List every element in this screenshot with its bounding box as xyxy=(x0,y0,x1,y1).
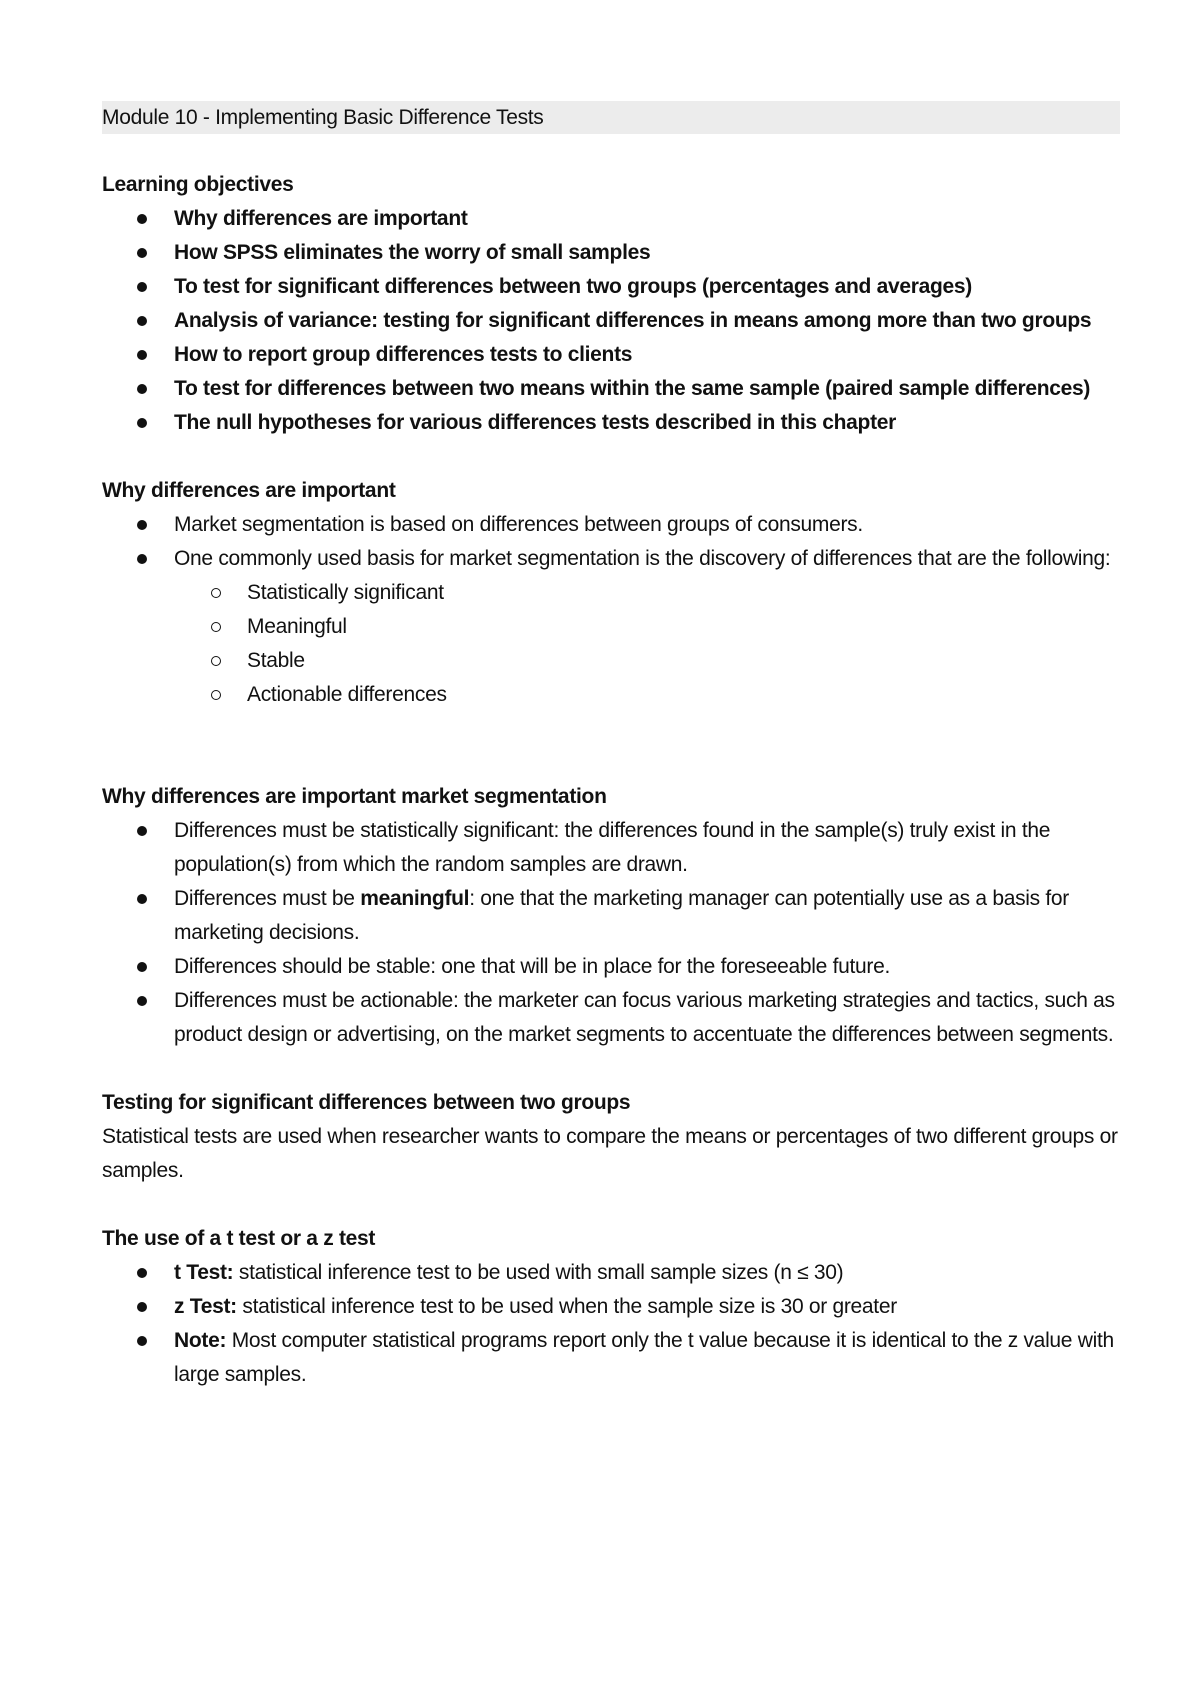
list-item-text: Differences must be statistically significant: the differences found in the sample(s) truly exist in the population(s) from which the random samples are drawn. xyxy=(174,819,1051,876)
list-item xyxy=(102,950,1120,984)
bullet-icon xyxy=(137,248,147,258)
why-differences-list xyxy=(102,508,1120,576)
bullet-icon xyxy=(137,316,147,326)
spacer xyxy=(102,712,1120,780)
list-item-text: The null hypotheses for various differences tests described in this chapter xyxy=(174,411,897,434)
criteria-sublist xyxy=(102,576,1120,712)
bullet-icon xyxy=(137,282,147,292)
spacer xyxy=(102,1188,1120,1222)
objectives-list xyxy=(102,202,1120,440)
list-item-text-suffix: : one that the marketing manager can potentially use as a basis for marketing decisions. xyxy=(174,887,1069,944)
circle-bullet-icon xyxy=(211,656,221,666)
list-item-text-prefix: Differences must be xyxy=(174,887,361,910)
bullet-icon xyxy=(137,1268,147,1278)
bullet-icon xyxy=(137,554,147,564)
list-item xyxy=(102,236,1120,270)
list-item xyxy=(102,1290,1120,1324)
list-item-text: Most computer statistical programs report only the t value because it is identical to the z value with large samples. xyxy=(174,1329,1114,1386)
list-item-label: z Test: xyxy=(174,1295,237,1318)
list-item-text: One commonly used basis for market segmentation is the discovery of differences that are the following: xyxy=(174,547,1111,570)
list-item-text: To test for significant differences between two groups (percentages and averages) xyxy=(174,275,972,298)
bullet-icon xyxy=(137,520,147,530)
sublist-item xyxy=(102,644,1120,678)
sublist-item xyxy=(102,576,1120,610)
section-heading: Why differences are important xyxy=(102,479,396,502)
list-item-text: How SPSS eliminates the worry of small samples xyxy=(174,241,651,264)
section-heading: Testing for significant differences between two groups xyxy=(102,1091,631,1114)
spacer xyxy=(102,1052,1120,1086)
circle-bullet-icon xyxy=(211,622,221,632)
bullet-icon xyxy=(137,996,147,1006)
bullet-icon xyxy=(137,826,147,836)
why-differences-section xyxy=(102,474,1120,712)
list-item-text: Analysis of variance: testing for significant differences in means among more than two groups xyxy=(174,309,1092,332)
sublist-item xyxy=(102,678,1120,712)
spacer xyxy=(102,440,1120,474)
section-heading: Why differences are important market segmentation xyxy=(102,785,607,808)
spacer xyxy=(102,134,1120,168)
section-paragraph: Statistical tests are used when researcher wants to compare the means or percentages of two different groups or samples. xyxy=(102,1125,1118,1182)
list-item xyxy=(102,814,1120,882)
list-item xyxy=(102,372,1120,406)
list-item xyxy=(102,542,1120,576)
list-item xyxy=(102,1256,1120,1290)
segmentation-section xyxy=(102,780,1120,1052)
two-groups-section xyxy=(102,1086,1120,1188)
list-item-text: statistical inference test to be used with small sample sizes (n ≤ 30) xyxy=(233,1261,844,1284)
list-item-text: To test for differences between two means within the same sample (paired sample differences) xyxy=(174,377,1091,400)
list-item-label: Note: xyxy=(174,1329,227,1352)
bullet-icon xyxy=(137,894,147,904)
list-item xyxy=(102,882,1120,950)
list-item xyxy=(102,508,1120,542)
list-item-text: Differences should be stable: one that will be in place for the foreseeable future. xyxy=(174,955,891,978)
list-item-text: statistical inference test to be used when the sample size is 30 or greater xyxy=(236,1295,897,1318)
bullet-icon xyxy=(137,418,147,428)
document-title: Module 10 - Implementing Basic Difference Tests xyxy=(102,101,1120,134)
list-item xyxy=(102,984,1120,1052)
bullet-icon xyxy=(137,1336,147,1346)
sublist-item-text: Meaningful xyxy=(247,615,347,638)
list-item xyxy=(102,304,1120,338)
segmentation-list xyxy=(102,814,1120,1052)
bullet-icon xyxy=(137,1302,147,1312)
t-z-test-list xyxy=(102,1256,1120,1392)
section-heading: Learning objectives xyxy=(102,173,294,196)
bullet-icon xyxy=(137,214,147,224)
bullet-icon xyxy=(137,384,147,394)
sublist-item-text: Actionable differences xyxy=(247,683,447,706)
t-z-test-section xyxy=(102,1222,1120,1392)
sublist-item xyxy=(102,610,1120,644)
circle-bullet-icon xyxy=(211,588,221,598)
sublist-item-text: Stable xyxy=(247,649,305,672)
list-item-text: How to report group differences tests to clients xyxy=(174,343,633,366)
list-item-text: Why differences are important xyxy=(174,207,468,230)
circle-bullet-icon xyxy=(211,690,221,700)
document-page xyxy=(102,101,1120,1392)
bullet-icon xyxy=(137,962,147,972)
learning-objectives-section xyxy=(102,168,1120,440)
list-item xyxy=(102,202,1120,236)
list-item xyxy=(102,1324,1120,1392)
sublist-item-text: Statistically significant xyxy=(247,581,444,604)
list-item xyxy=(102,270,1120,304)
list-item xyxy=(102,338,1120,372)
section-heading: The use of a t test or a z test xyxy=(102,1227,376,1250)
list-item xyxy=(102,406,1120,440)
list-item-text: Differences must be actionable: the marketer can focus various marketing strategies and tactics, such as product design or advertising, on the market segments to accentuate the differences between segments. xyxy=(174,989,1115,1046)
list-item-text-emphasis: meaningful xyxy=(360,887,470,910)
list-item-text: Market segmentation is based on differences between groups of consumers. xyxy=(174,513,863,536)
bullet-icon xyxy=(137,350,147,360)
list-item-label: t Test: xyxy=(174,1261,234,1284)
